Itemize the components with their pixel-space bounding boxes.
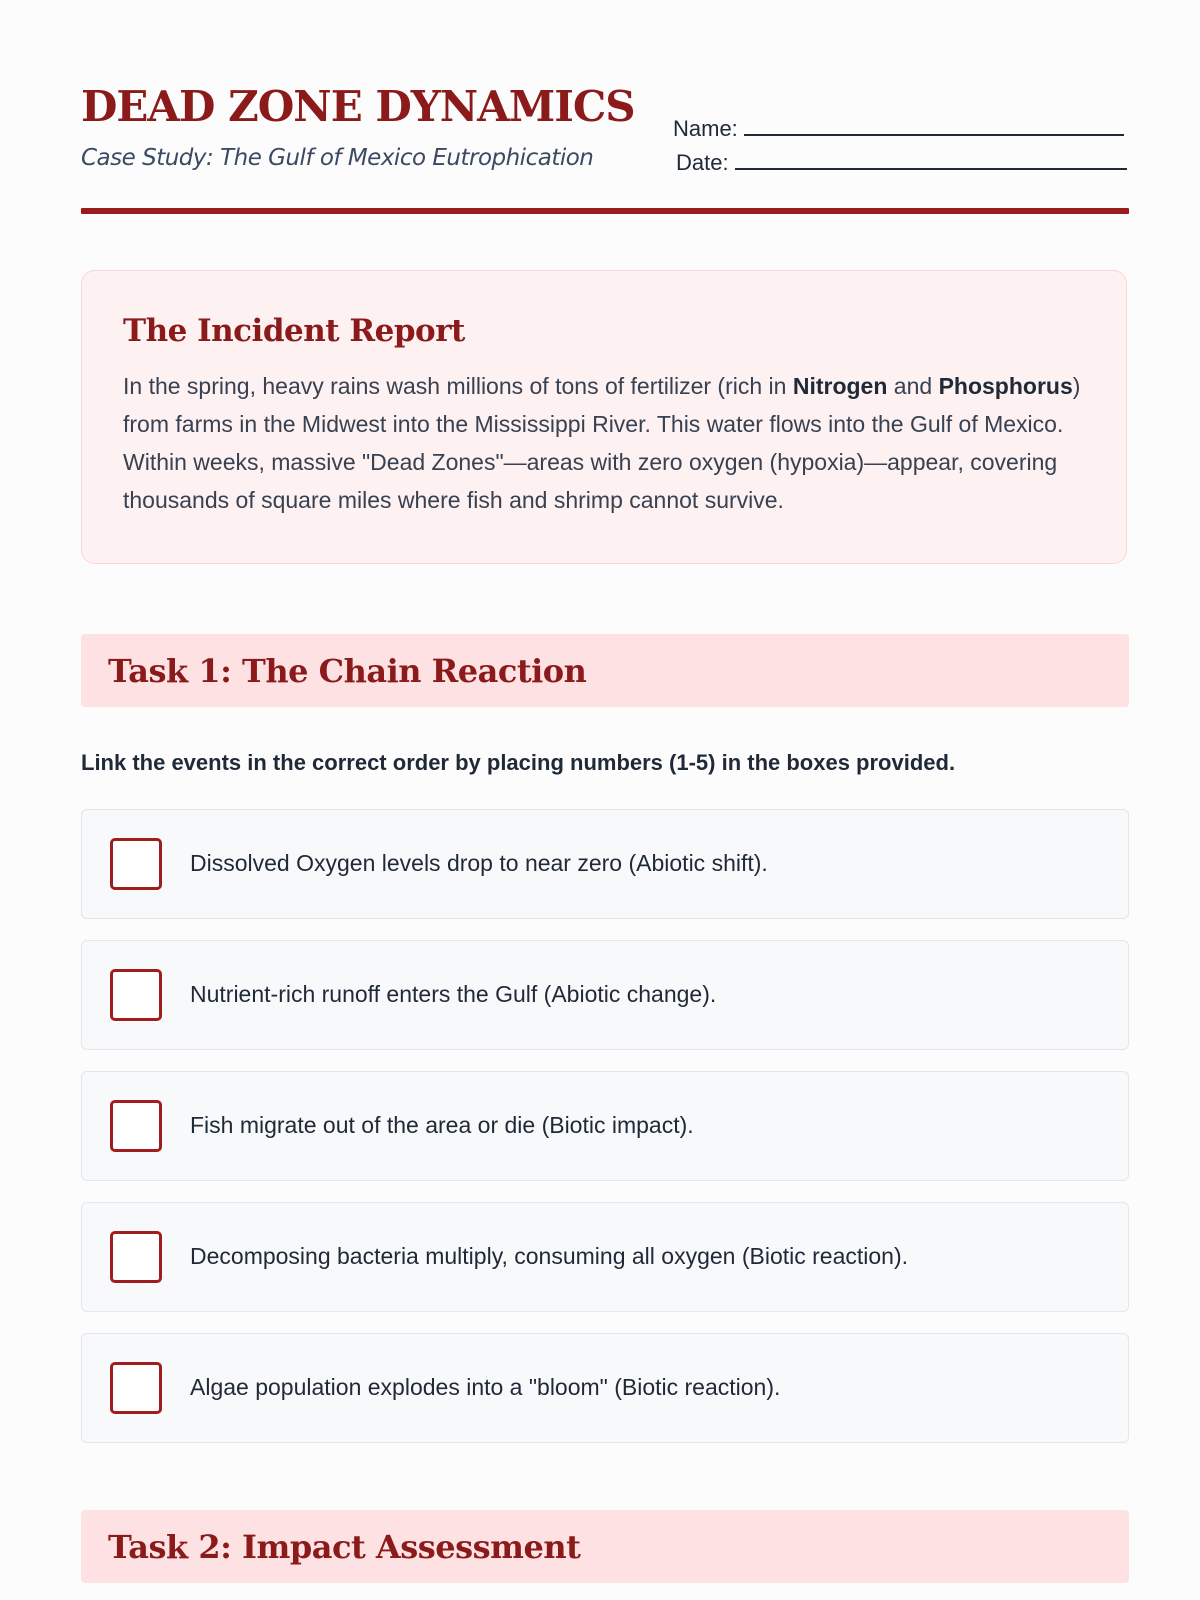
name-blank-line[interactable] (744, 116, 1124, 136)
worksheet-header (81, 0, 1129, 214)
event-text: Fish migrate out of the area or die (Biotic impact). (190, 1112, 694, 1138)
incident-text-part-3: ) from farms in the Midwest into the Mississippi River. This water flows into the Gulf of Mexico. Within weeks, massive "Dead Zones"—areas with zero oxygen (hypoxia)—appear, covering thousands of square miles where fish and shrimp cannot survive. (123, 373, 1081, 513)
event-text: Dissolved Oxygen levels drop to near zero (Abiotic shift). (190, 850, 768, 876)
order-number-box[interactable] (110, 1231, 162, 1283)
order-number-box[interactable] (110, 1100, 162, 1152)
header-divider (81, 208, 1129, 214)
date-label: Date: (676, 150, 729, 175)
order-number-box[interactable] (110, 1362, 162, 1414)
task-1-banner (81, 634, 1129, 707)
task-2-banner (81, 1510, 1129, 1583)
incident-text-part-2: and (887, 373, 939, 399)
incident-text (123, 367, 1086, 519)
phosphorus-term: Phosphorus (938, 373, 1073, 399)
page-subtitle: Case Study: The Gulf of Mexico Eutrophication (81, 145, 594, 171)
event-card (81, 1202, 1129, 1312)
name-field[interactable] (673, 116, 1124, 142)
nitrogen-term: Nitrogen (792, 373, 888, 399)
order-number-box[interactable] (110, 969, 162, 1021)
incident-text-part-1: In the spring, heavy rains wash millions of tons of fertilizer (rich in (123, 373, 793, 399)
event-text: Decomposing bacteria multiply, consuming all oxygen (Biotic reaction). (190, 1243, 909, 1269)
page-title: DEAD ZONE DYNAMICS (81, 82, 635, 131)
event-text: Algae population explodes into a "bloom" (Biotic reaction). (190, 1374, 781, 1400)
task-1-title: Task 1: The Chain Reaction (108, 651, 587, 690)
task-2-title: Task 2: Impact Assessment (108, 1527, 581, 1566)
task-1-instruction: Link the events in the correct order by placing numbers (1-5) in the boxes provided. (81, 750, 956, 775)
worksheet-page (81, 0, 1129, 1566)
name-label: Name: (673, 116, 738, 141)
order-number-box[interactable] (110, 838, 162, 890)
incident-heading: The Incident Report (123, 313, 465, 349)
event-card (81, 1071, 1129, 1181)
event-card (81, 1333, 1129, 1443)
incident-report-box (81, 270, 1127, 564)
event-text: Nutrient-rich runoff enters the Gulf (Abiotic change). (190, 981, 717, 1007)
date-field[interactable] (676, 150, 1127, 176)
date-blank-line[interactable] (735, 150, 1127, 170)
event-list (81, 809, 1129, 1464)
event-card (81, 809, 1129, 919)
event-card (81, 940, 1129, 1050)
